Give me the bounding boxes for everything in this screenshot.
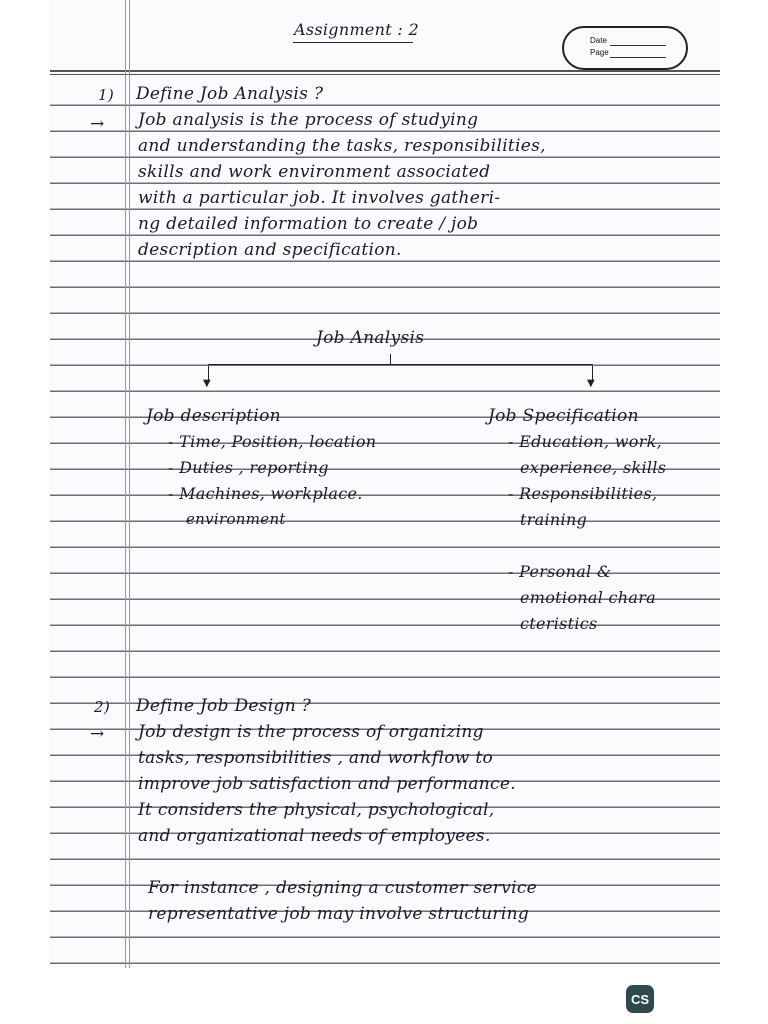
- left-arrowhead-icon: ▼: [203, 378, 211, 389]
- right-item-5: - Personal &: [508, 562, 612, 581]
- q1-question: Define Job Analysis ?: [136, 84, 324, 104]
- left-item-1: - Time, Position, location: [168, 432, 377, 451]
- q2-answer-line-2: tasks, responsibilities , and workflow to: [138, 748, 493, 768]
- q1-answer-line-2: and understanding the tasks, responsibilities,: [138, 136, 546, 156]
- q2-answer-line-5: and organizational needs of employees.: [138, 826, 491, 846]
- q1-answer-arrow: →: [90, 114, 105, 134]
- q2-answer-arrow: →: [90, 724, 105, 744]
- camscanner-badge: CS: [626, 985, 654, 1013]
- q1-number: 1): [98, 86, 114, 104]
- margin-line-inner: [129, 0, 130, 968]
- q2-question: Define Job Design ?: [136, 696, 312, 716]
- title-underline: [293, 42, 413, 43]
- right-item-7: cteristics: [520, 614, 598, 633]
- margin-line-outer: [125, 0, 126, 968]
- left-item-2: - Duties , reporting: [168, 458, 329, 477]
- q2-example-line-2: representative job may involve structuring: [148, 904, 530, 924]
- right-item-3: - Responsibilities,: [508, 484, 658, 503]
- q2-answer-line-4: It considers the physical, psychological,: [138, 800, 495, 820]
- header-rule: [50, 70, 720, 72]
- q1-answer-line-6: description and specification.: [138, 240, 402, 260]
- right-item-4: training: [520, 510, 588, 529]
- right-arrowhead-icon: ▼: [587, 378, 595, 389]
- date-page-box: [562, 26, 688, 70]
- left-item-4: environment: [186, 510, 286, 528]
- q2-answer-line-3: improve job satisfaction and performance.: [138, 774, 516, 794]
- page-label: Page: [590, 48, 609, 57]
- right-item-6: emotional chara: [520, 588, 656, 607]
- left-item-3: - Machines, workplace.: [168, 484, 363, 503]
- q1-answer-line-1: Job analysis is the process of studying: [138, 110, 479, 130]
- diagram-stem: [390, 354, 391, 364]
- q2-example-line-1: For instance , designing a customer service: [148, 878, 537, 898]
- q2-number: 2): [94, 698, 110, 716]
- left-heading: Job description: [146, 406, 281, 426]
- right-heading: Job Specification: [488, 406, 639, 426]
- assignment-title: Assignment : 2: [294, 20, 419, 39]
- diagram-bracket: [208, 364, 593, 365]
- page-line: [610, 57, 666, 58]
- q1-answer-line-3: skills and work environment associated: [138, 162, 491, 182]
- q1-answer-line-4: with a particular job. It involves gatheri-: [138, 188, 501, 208]
- right-item-2: experience, skills: [520, 458, 667, 477]
- date-line: [610, 45, 666, 46]
- header-rule-secondary: [50, 74, 720, 75]
- q2-answer-line-1: Job design is the process of organizing: [138, 722, 484, 742]
- date-label: Date: [590, 36, 607, 45]
- q1-answer-line-5: ng detailed information to create / job: [138, 214, 479, 234]
- notebook-page: [50, 0, 720, 968]
- right-item-1: - Education, work,: [508, 432, 663, 451]
- diagram-title: Job Analysis: [316, 328, 425, 348]
